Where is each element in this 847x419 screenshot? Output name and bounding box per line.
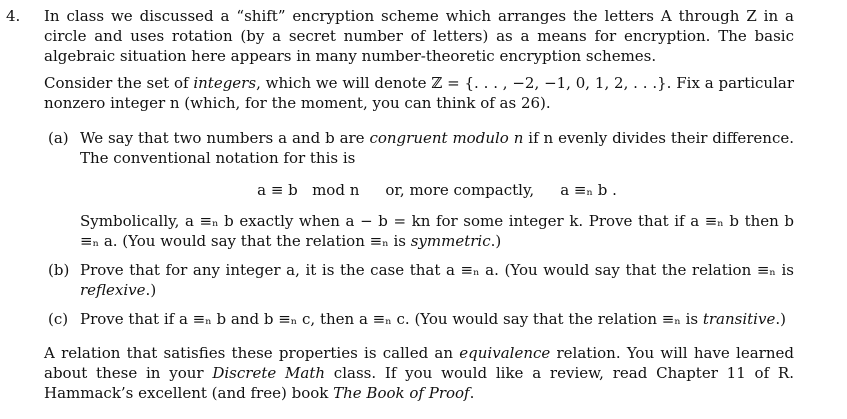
part-a-lead	[80, 128, 794, 168]
part-label: (a)	[48, 129, 69, 147]
part-a	[48, 128, 794, 251]
part-label: (c)	[48, 310, 69, 328]
parts-list	[44, 128, 794, 329]
part-c-emphasis: transitive	[702, 310, 776, 328]
part-c-text-after: .)	[775, 310, 786, 328]
part-b-text-after: .)	[145, 281, 157, 299]
closing-emphasis-course: Discrete Math	[212, 364, 326, 382]
closing-middle-1: relation. You will have learned about these in your	[44, 344, 794, 382]
part-a-follow	[80, 211, 794, 251]
closing-middle-2: class. If you would like a review, read Chapter 11 of R. Hammack’s excellent (and free) book	[44, 364, 794, 402]
part-c-text-before: Prove that if a ≡ₙ b and b ≡ₙ c, then a ≡ₙ c. (You would say that the relation ≡ₙ is	[80, 310, 703, 328]
part-a-lead-emphasis: congruent modulo n	[369, 129, 524, 147]
closing-after: .	[469, 384, 475, 402]
part-label: (b)	[48, 261, 70, 279]
closing-before: A relation that satisfies these properties is called an	[44, 344, 460, 362]
closing-emphasis-equivalence: equivalence	[459, 344, 551, 362]
problem-number: 4.	[6, 7, 21, 25]
part-a-follow-emphasis: symmetric	[410, 232, 491, 250]
display-compact-notation: a ≡ₙ b .	[560, 181, 617, 199]
display-middle-text: or, more compactly,	[385, 181, 535, 199]
part-a-follow-after: .)	[490, 232, 502, 250]
part-b-text	[80, 260, 794, 300]
problem-4	[6, 6, 796, 403]
part-b-text-before: Prove that for any integer a, it is the case that a ≡ₙ a. (You would say that the relation ≡ₙ is	[80, 261, 794, 279]
part-c-text	[80, 309, 794, 329]
closing-emphasis-book-title: The Book of Proof	[333, 384, 470, 402]
intro-paragraph: In class we discussed a “shift” encryption scheme which arranges the letters A through Z in a circle and uses rotation (by a secret number of letters) as a means for encryption. The basic algebraic situation here appears in many number-theoretic encryption schemes.	[44, 7, 794, 65]
part-a-lead-before: We say that two numbers a and b are	[80, 129, 370, 147]
display-mod-notation: a ≡ b mod n	[257, 181, 360, 199]
congruence-display-equation	[80, 180, 794, 200]
part-b-emphasis: reflexive	[80, 281, 146, 299]
integers-text-after: , which we will denote ℤ = {. . . , −2, −1, 0, 1, 2, . . .}. Fix a particular nonzero integer n (which, for the moment, you can think of as 26).	[44, 74, 794, 112]
part-a-lead-after: if n evenly divides their difference. The conventional notation for this is	[80, 129, 794, 167]
problem-body	[44, 6, 794, 403]
integers-emphasis: integers	[193, 74, 257, 92]
part-b	[48, 260, 794, 300]
closing-paragraph	[44, 343, 794, 403]
part-a-follow-before: Symbolically, a ≡ₙ b exactly when a − b = kn for some integer k. Prove that if a ≡ₙ b then b ≡ₙ a. (You would say that the relation ≡ₙ is	[80, 212, 794, 250]
part-c	[48, 309, 794, 329]
integers-paragraph	[44, 73, 794, 113]
integers-text-before: Consider the set of	[44, 74, 194, 92]
